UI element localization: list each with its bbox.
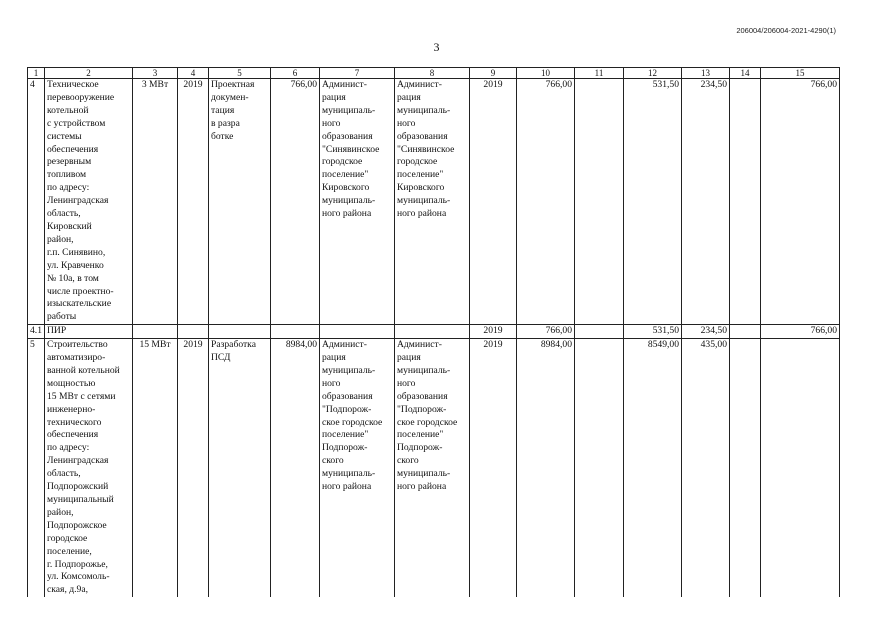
amount-cell [730, 79, 761, 325]
year-cell: 2019 [470, 79, 517, 325]
amount-cell: 8549,00 [624, 339, 682, 598]
amount-cell: 8984,00 [517, 339, 575, 598]
year-cell: 2019 [178, 79, 209, 325]
developer-cell: Админист- рация муниципаль- ного образования "Синявинское городское поселение" Кировского муниципаль- ного района [395, 79, 470, 325]
customer-cell: Админист- рация муниципаль- ного образования "Подпорож- ское городское поселение" Подпорож- ского муниципаль- ного района [320, 339, 395, 598]
year-cell: 2019 [178, 339, 209, 598]
capacity-cell: 3 МВт [133, 79, 178, 325]
header-cell: 11 [575, 68, 624, 79]
amount-cell [575, 325, 624, 339]
header-cell: 4 [178, 68, 209, 79]
header-cell: 12 [624, 68, 682, 79]
amount-cell: 766,00 [761, 325, 840, 339]
amount-cell: 766,00 [517, 325, 575, 339]
status-cell: Проектная докумен- тация в разра ботке [209, 79, 271, 325]
row-number-cell: 5 [28, 339, 45, 598]
page-number: 3 [433, 40, 440, 54]
row-number-cell: 4.1 [28, 325, 45, 339]
header-cell: 3 [133, 68, 178, 79]
capacity-cell [133, 325, 178, 339]
object-name-cell: ПИР [45, 325, 133, 339]
customer-cell [320, 325, 395, 339]
header-cell: 7 [320, 68, 395, 79]
header-cell: 5 [209, 68, 271, 79]
year-cell: 2019 [470, 339, 517, 598]
table-header-row [28, 68, 840, 79]
amount-cell: 8984,00 [271, 339, 320, 598]
year-cell: 2019 [470, 325, 517, 339]
object-name-cell: Техническое перевооружение котельной с устройством системы обеспечения резервным топливом по адресу: Ленинградская область, Кировский район, г.п. Синявино, ул. Кравченко № 10а, в том числе проектно- изыскательские работы [45, 79, 133, 325]
amount-cell: 435,00 [682, 339, 730, 598]
status-cell: Разработка ПСД [209, 339, 271, 598]
amount-cell: 766,00 [761, 79, 840, 325]
header-cell: 15 [761, 68, 840, 79]
header-cell: 2 [45, 68, 133, 79]
header-cell: 1 [28, 68, 45, 79]
developer-cell: Админист- рация муниципаль- ного образования "Подпорож- ское городское поселение" Подпорож- ского муниципаль- ного района [395, 339, 470, 598]
row-number-cell: 4 [28, 79, 45, 325]
amount-cell: 531,50 [624, 325, 682, 339]
document-id: 206004/206004-2021-4290(1) [736, 26, 836, 35]
header-cell: 6 [271, 68, 320, 79]
year-cell [178, 325, 209, 339]
developer-cell [395, 325, 470, 339]
amount-cell [575, 339, 624, 598]
amount-cell [575, 79, 624, 325]
amount-cell: 234,50 [682, 325, 730, 339]
amount-cell: 531,50 [624, 79, 682, 325]
amount-cell: 766,00 [517, 79, 575, 325]
amount-cell: 234,50 [682, 79, 730, 325]
amount-cell: 766,00 [271, 79, 320, 325]
header-cell: 14 [730, 68, 761, 79]
status-cell [209, 325, 271, 339]
amount-cell [730, 325, 761, 339]
customer-cell: Админист- рация муниципаль- ного образования "Синявинское городское поселение" Кировского муниципаль- ного района [320, 79, 395, 325]
capacity-cell: 15 МВт [133, 339, 178, 598]
header-cell: 13 [682, 68, 730, 79]
table-row [28, 339, 840, 598]
amount-cell [730, 339, 761, 598]
amount-cell [761, 339, 840, 598]
table-row [28, 325, 840, 339]
table-row [28, 79, 840, 325]
header-cell: 9 [470, 68, 517, 79]
header-cell: 10 [517, 68, 575, 79]
data-table [27, 67, 840, 597]
amount-cell [271, 325, 320, 339]
object-name-cell: Строительство автоматизиро- ванной котельной мощностью 15 МВт с сетями инженерно- технического обеспечения по адресу: Ленинградская область, Подпорожский муниципальный район, Подпорожское городское поселение, г. Подпорожье, ул. Комсомоль- ская, д.9а, [45, 339, 133, 598]
header-cell: 8 [395, 68, 470, 79]
